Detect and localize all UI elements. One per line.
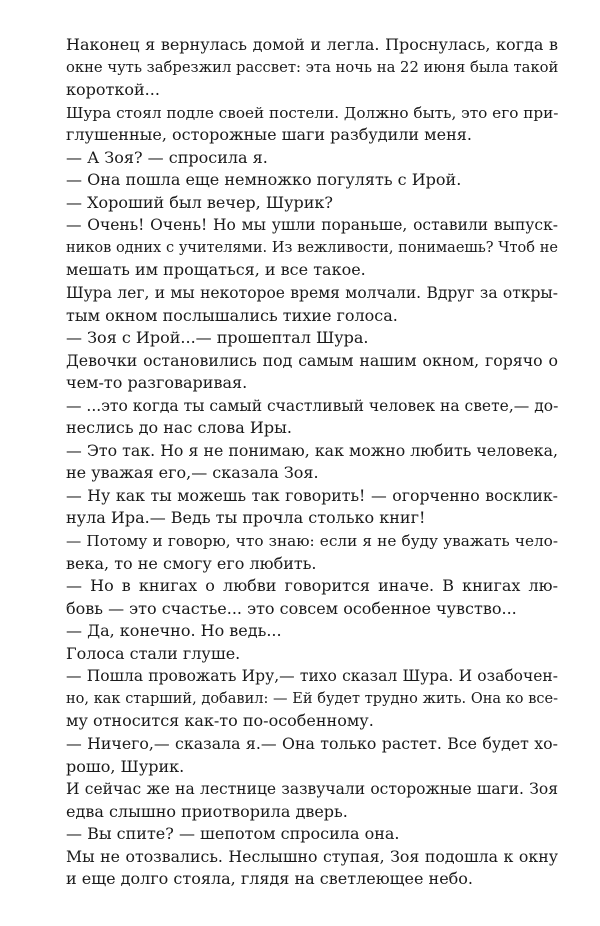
text-line: не уважая его,— сказала Зоя. bbox=[66, 463, 319, 483]
text-line: — Хороший был вечер, Шурик? bbox=[66, 192, 333, 212]
text-line: — Ну как ты можешь так говорить! — огорченно восклик- bbox=[66, 485, 558, 505]
text-line: И сейчас же на лестнице зазвучали осторожные шаги. Зоя bbox=[66, 780, 558, 799]
text-line: глушенные, осторожные шаги разбудили меня. bbox=[66, 125, 472, 145]
text-line: окне чуть забрезжил рассвет: эта ночь на 22 июня была такой bbox=[66, 58, 558, 76]
text-line: чем-то разговаривая. bbox=[66, 373, 248, 393]
text-line: тым окном послышались тихие голоса. bbox=[66, 305, 398, 325]
text-line: едва слышно приотворила дверь. bbox=[66, 801, 348, 821]
text-line: бовь — это счастье... это совсем особенное чувство... bbox=[66, 598, 517, 618]
text-line: Мы не отозвались. Неслышно ступая, Зоя подошла к окну bbox=[66, 846, 558, 866]
text-line: — Да, конечно. Но ведь... bbox=[66, 621, 282, 641]
text-line: неслись до нас слова Иры. bbox=[66, 418, 292, 438]
book-page bbox=[66, 34, 558, 891]
text-line: рошо, Шурик. bbox=[66, 756, 185, 776]
text-line: — Очень! Очень! Но мы ушли пораньше, оставили выпуск- bbox=[66, 216, 558, 235]
text-line: — Она пошла еще немножко погулять с Ирой. bbox=[66, 170, 462, 190]
text-line: века, то не смогу его любить. bbox=[66, 553, 317, 573]
text-line: и еще долго стояла, глядя на светлеющее небо. bbox=[66, 869, 474, 889]
text-line: Шура стоял подле своей постели. Должно быть, это его при- bbox=[66, 103, 558, 122]
text-line: — Пошла провожать Иру,— тихо сказал Шура. И озабочен- bbox=[66, 667, 558, 686]
text-line: — Ничего,— сказала я.— Она только растет. Все будет хо- bbox=[66, 733, 558, 753]
text-line: Шура лег, и мы некоторое время молчали. Вдруг за откры- bbox=[66, 284, 558, 303]
text-line: Наконец я вернулась домой и легла. Проснулась, когда в bbox=[66, 35, 558, 54]
text-line: Голоса стали глуше. bbox=[66, 643, 241, 663]
text-line: ников одних с учителями. Из вежливости, понимаешь? Чтоб не bbox=[66, 239, 558, 256]
text-line: но, как старший, добавил: — Ей будет трудно жить. Она ко все- bbox=[66, 690, 558, 707]
text-line: короткой... bbox=[66, 80, 160, 100]
text-line: му относится как-то по-особенному. bbox=[66, 711, 374, 731]
text-line: Девочки остановились под самым нашим окном, горячо о bbox=[66, 350, 558, 370]
text-line: — Но в книгах о любви говорится иначе. В книгах лю- bbox=[66, 576, 558, 596]
text-line: — Вы спите? — шепотом спросила она. bbox=[66, 824, 400, 844]
text-line: — Зоя с Ирой...— прошептал Шура. bbox=[66, 328, 369, 348]
text-line: нула Ира.— Ведь ты прочла столько книг! bbox=[66, 508, 426, 528]
text-line: — А Зоя? — спросила я. bbox=[66, 147, 268, 167]
text-line: — Потому и говорю, что знаю: если я не буду уважать чело- bbox=[66, 532, 558, 551]
text-line: — ...это когда ты самый счастливый человек на свете,— до- bbox=[66, 396, 558, 415]
text-line: мешать им прощаться, и все такое. bbox=[66, 260, 366, 280]
text-line: — Это так. Но я не понимаю, как можно любить человека, bbox=[66, 440, 558, 460]
